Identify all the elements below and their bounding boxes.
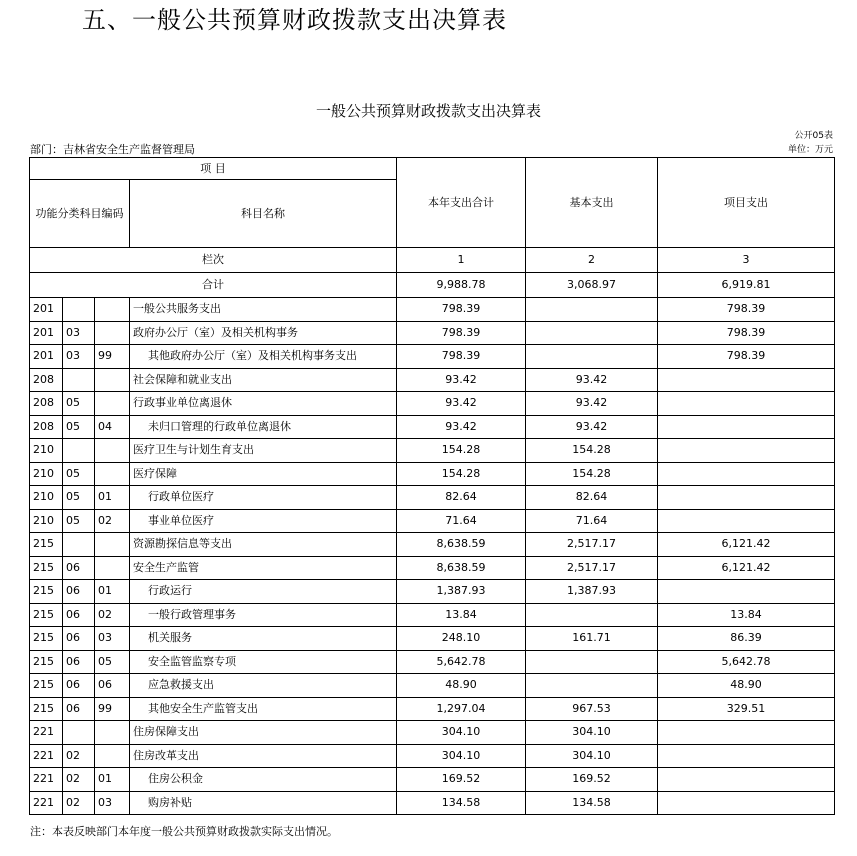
subject-name-cell: 安全监管监察专项 — [130, 650, 397, 674]
basic-cell: 2,517.17 — [526, 533, 658, 557]
table-row — [30, 556, 835, 580]
subject-name-cell: 机关服务 — [130, 627, 397, 651]
table-row — [30, 368, 835, 392]
subject-name-cell: 政府办公厅（室）及相关机构事务 — [130, 321, 397, 345]
project-cell — [658, 509, 835, 533]
code-cell-subitem: 06 — [95, 674, 130, 698]
code-cell-item: 05 — [63, 509, 95, 533]
row-label: 栏次 — [30, 248, 397, 273]
basic-cell: 1,387.93 — [526, 580, 658, 604]
table-row — [30, 486, 835, 510]
code-cell-item — [63, 439, 95, 463]
project-cell — [658, 462, 835, 486]
total-cell: 1,387.93 — [397, 580, 526, 604]
code-cell-subitem: 03 — [95, 627, 130, 651]
code-cell-item: 05 — [63, 392, 95, 416]
total-cell: 169.52 — [397, 768, 526, 792]
code-cell-subitem — [95, 298, 130, 322]
code-cell-subitem — [95, 392, 130, 416]
basic-cell — [526, 650, 658, 674]
code-cell-item — [63, 298, 95, 322]
unit-label: 单位：万元 — [787, 145, 833, 155]
code-cell-subitem: 04 — [95, 415, 130, 439]
basic-cell: 71.64 — [526, 509, 658, 533]
header-code: 功能分类科目编码 — [30, 180, 130, 248]
total-cell: 13.84 — [397, 603, 526, 627]
project-cell — [658, 486, 835, 510]
basic-cell: 134.58 — [526, 791, 658, 815]
code-cell-subitem: 01 — [95, 486, 130, 510]
code-cell-subitem: 99 — [95, 345, 130, 369]
code-cell-subitem: 01 — [95, 580, 130, 604]
code-cell-item — [63, 368, 95, 392]
basic-cell: 169.52 — [526, 768, 658, 792]
project-cell: 798.39 — [658, 298, 835, 322]
subject-name-cell: 一般行政管理事务 — [130, 603, 397, 627]
subject-name-cell: 未归口管理的行政单位离退休 — [130, 415, 397, 439]
code-cell-item: 06 — [63, 674, 95, 698]
code-cell-class: 208 — [30, 392, 63, 416]
code-cell-item: 03 — [63, 321, 95, 345]
header-item: 项 目 — [30, 158, 397, 180]
footnote: 注：本表反映部门本年度一般公共预算财政拨款实际支出情况。 — [30, 825, 338, 838]
code-cell-class: 208 — [30, 368, 63, 392]
project-cell: 48.90 — [658, 674, 835, 698]
code-cell-item: 06 — [63, 580, 95, 604]
code-cell-item: 05 — [63, 486, 95, 510]
code-cell-subitem: 03 — [95, 791, 130, 815]
basic-cell: 161.71 — [526, 627, 658, 651]
project-cell — [658, 415, 835, 439]
expenditure-table — [29, 157, 835, 815]
total-cell: 8,638.59 — [397, 533, 526, 557]
subject-name-cell: 购房补贴 — [130, 791, 397, 815]
total-cell: 304.10 — [397, 721, 526, 745]
table-row — [30, 603, 835, 627]
code-cell-class: 210 — [30, 439, 63, 463]
code-cell-item: 05 — [63, 415, 95, 439]
code-cell-item: 06 — [63, 556, 95, 580]
subject-name-cell: 其他政府办公厅（室）及相关机构事务支出 — [130, 345, 397, 369]
table-row — [30, 791, 835, 815]
project-cell: 86.39 — [658, 627, 835, 651]
code-cell-item: 02 — [63, 744, 95, 768]
code-cell-class: 221 — [30, 721, 63, 745]
table-row — [30, 533, 835, 557]
basic-cell: 93.42 — [526, 368, 658, 392]
subject-name-cell: 行政事业单位离退休 — [130, 392, 397, 416]
project-cell — [658, 580, 835, 604]
code-cell-subitem: 02 — [95, 509, 130, 533]
code-cell-subitem — [95, 744, 130, 768]
code-cell-class: 201 — [30, 345, 63, 369]
page-heading: 五、一般公共预算财政拨款支出决算表 — [82, 6, 507, 34]
subject-name-cell: 资源勘探信息等支出 — [130, 533, 397, 557]
sum-label: 合计 — [30, 273, 397, 298]
code-cell-subitem: 99 — [95, 697, 130, 721]
table-row — [30, 580, 835, 604]
table-row — [30, 298, 835, 322]
basic-cell: 304.10 — [526, 744, 658, 768]
code-cell-item — [63, 533, 95, 557]
table-row — [30, 744, 835, 768]
header-project: 项目支出 — [658, 158, 835, 248]
code-cell-item: 03 — [63, 345, 95, 369]
project-cell — [658, 392, 835, 416]
total-cell: 154.28 — [397, 462, 526, 486]
total-cell: 8,638.59 — [397, 556, 526, 580]
table-row — [30, 674, 835, 698]
code-cell-subitem — [95, 462, 130, 486]
basic-cell — [526, 298, 658, 322]
project-cell: 6,121.42 — [658, 556, 835, 580]
column-number-1: 1 — [397, 248, 526, 273]
basic-cell: 93.42 — [526, 392, 658, 416]
code-cell-item: 02 — [63, 768, 95, 792]
subject-name-cell: 住房保障支出 — [130, 721, 397, 745]
subject-name-cell: 住房改革支出 — [130, 744, 397, 768]
code-cell-subitem: 01 — [95, 768, 130, 792]
table-row — [30, 392, 835, 416]
code-cell-subitem — [95, 533, 130, 557]
department-label: 部门：吉林省安全生产监督管理局 — [30, 143, 195, 156]
table-row — [30, 462, 835, 486]
subject-name-cell: 安全生产监管 — [130, 556, 397, 580]
project-cell — [658, 439, 835, 463]
column-number-2: 2 — [526, 248, 658, 273]
code-cell-class: 215 — [30, 674, 63, 698]
code-cell-item: 06 — [63, 697, 95, 721]
total-cell: 798.39 — [397, 345, 526, 369]
sum-row — [30, 273, 835, 298]
total-cell: 248.10 — [397, 627, 526, 651]
code-cell-class: 221 — [30, 744, 63, 768]
subject-name-cell: 医疗卫生与计划生育支出 — [130, 439, 397, 463]
sum-basic: 3,068.97 — [526, 273, 658, 298]
code-cell-item: 06 — [63, 627, 95, 651]
total-cell: 798.39 — [397, 321, 526, 345]
basic-cell: 82.64 — [526, 486, 658, 510]
basic-cell — [526, 603, 658, 627]
project-cell — [658, 721, 835, 745]
basic-cell — [526, 345, 658, 369]
basic-cell: 304.10 — [526, 721, 658, 745]
basic-cell: 967.53 — [526, 697, 658, 721]
code-cell-class: 221 — [30, 791, 63, 815]
total-cell: 134.58 — [397, 791, 526, 815]
code-cell-subitem — [95, 321, 130, 345]
subject-name-cell: 一般公共服务支出 — [130, 298, 397, 322]
project-cell: 13.84 — [658, 603, 835, 627]
code-cell-class: 201 — [30, 321, 63, 345]
table-title: 一般公共预算财政拨款支出决算表 — [315, 102, 541, 120]
project-cell: 5,642.78 — [658, 650, 835, 674]
code-cell-class: 210 — [30, 509, 63, 533]
basic-cell: 93.42 — [526, 415, 658, 439]
code-cell-item: 05 — [63, 462, 95, 486]
header-total: 本年支出合计 — [397, 158, 526, 248]
project-cell: 798.39 — [658, 345, 835, 369]
code-cell-subitem — [95, 439, 130, 463]
subject-name-cell: 事业单位医疗 — [130, 509, 397, 533]
basic-cell — [526, 674, 658, 698]
code-cell-class: 215 — [30, 697, 63, 721]
code-cell-item: 06 — [63, 650, 95, 674]
subject-name-cell: 应急救援支出 — [130, 674, 397, 698]
table-row — [30, 768, 835, 792]
total-cell: 93.42 — [397, 415, 526, 439]
table-row — [30, 415, 835, 439]
project-cell — [658, 768, 835, 792]
subject-name-cell: 行政单位医疗 — [130, 486, 397, 510]
total-cell: 1,297.04 — [397, 697, 526, 721]
table-row — [30, 627, 835, 651]
code-cell-item — [63, 721, 95, 745]
sum-project: 6,919.81 — [658, 273, 835, 298]
code-cell-class: 215 — [30, 533, 63, 557]
code-cell-class: 215 — [30, 580, 63, 604]
total-cell: 82.64 — [397, 486, 526, 510]
project-cell — [658, 368, 835, 392]
subject-name-cell: 医疗保障 — [130, 462, 397, 486]
code-cell-subitem: 02 — [95, 603, 130, 627]
project-cell — [658, 791, 835, 815]
project-cell: 6,121.42 — [658, 533, 835, 557]
table-row — [30, 650, 835, 674]
code-cell-class: 215 — [30, 603, 63, 627]
total-cell: 304.10 — [397, 744, 526, 768]
basic-cell — [526, 321, 658, 345]
total-cell: 154.28 — [397, 439, 526, 463]
code-cell-subitem: 05 — [95, 650, 130, 674]
code-cell-subitem — [95, 368, 130, 392]
code-cell-item: 06 — [63, 603, 95, 627]
total-cell: 48.90 — [397, 674, 526, 698]
table-row — [30, 509, 835, 533]
code-cell-item: 02 — [63, 791, 95, 815]
table-row — [30, 321, 835, 345]
table-row — [30, 439, 835, 463]
subject-name-cell: 社会保障和就业支出 — [130, 368, 397, 392]
code-cell-class: 210 — [30, 462, 63, 486]
basic-cell: 2,517.17 — [526, 556, 658, 580]
subject-name-cell: 其他安全生产监管支出 — [130, 697, 397, 721]
project-cell: 329.51 — [658, 697, 835, 721]
code-cell-class: 201 — [30, 298, 63, 322]
code-cell-subitem — [95, 556, 130, 580]
total-cell: 93.42 — [397, 392, 526, 416]
subject-name-cell: 行政运行 — [130, 580, 397, 604]
total-cell: 5,642.78 — [397, 650, 526, 674]
basic-cell: 154.28 — [526, 462, 658, 486]
header-basic: 基本支出 — [526, 158, 658, 248]
table-row — [30, 721, 835, 745]
total-cell: 798.39 — [397, 298, 526, 322]
code-cell-class: 210 — [30, 486, 63, 510]
table-row — [30, 345, 835, 369]
table-row — [30, 697, 835, 721]
basic-cell: 154.28 — [526, 439, 658, 463]
code-cell-subitem — [95, 721, 130, 745]
project-cell: 798.39 — [658, 321, 835, 345]
subject-name-cell: 住房公积金 — [130, 768, 397, 792]
column-number-3: 3 — [658, 248, 835, 273]
code-cell-class: 215 — [30, 627, 63, 651]
total-cell: 71.64 — [397, 509, 526, 533]
code-cell-class: 208 — [30, 415, 63, 439]
sum-total: 9,988.78 — [397, 273, 526, 298]
code-cell-class: 215 — [30, 650, 63, 674]
header-name: 科目名称 — [130, 180, 397, 248]
code-cell-class: 221 — [30, 768, 63, 792]
form-number: 公开05表 — [794, 131, 833, 141]
code-cell-class: 215 — [30, 556, 63, 580]
total-cell: 93.42 — [397, 368, 526, 392]
project-cell — [658, 744, 835, 768]
